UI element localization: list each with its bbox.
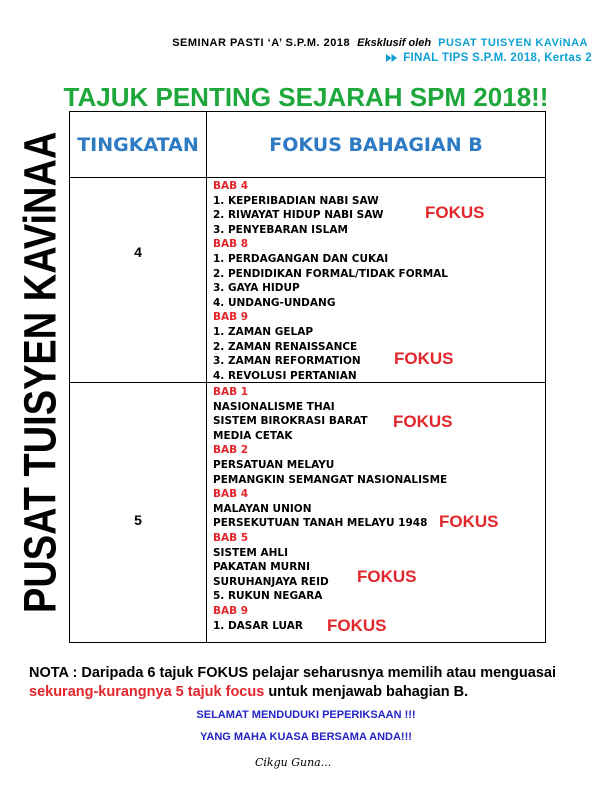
topic-item: 2. ZAMAN RENAISSANCE [213,340,358,353]
note-line-2-rest: untuk menjawab bahagian B. [268,684,469,700]
level-cell [70,383,207,642]
topic-item: 1. KEPERIBADIAN NABI SAW [213,194,379,207]
chapter-label: BAB 9 [213,604,249,617]
level-number: 5 [134,512,142,528]
note-line-2 [29,683,556,702]
topic-item: PAKATAN MURNI [213,561,310,574]
note-paragraph [29,664,556,702]
topic-item: 4. REVOLUSI PERTANIAN [213,369,357,382]
topic-item: 5. RUKUN NEGARA [213,590,323,603]
topics-cell [207,178,545,383]
level-number: 4 [134,244,142,260]
page-title: TAJUK PENTING SEJARAH SPM 2018!! [63,82,549,112]
exclusive-by-label: Eksklusif oleh [357,37,432,49]
topics-cell [207,383,545,642]
chapter-label: BAB 8 [213,238,249,251]
level-cell [70,178,207,383]
topic-item: 2. PENDIDIKAN FORMAL/TIDAK FORMAL [213,267,448,280]
topic-item: MEDIA CETAK [213,429,293,442]
topic-item: SISTEM AHLI [213,546,288,559]
focus-tag: FOKUS [327,616,387,636]
focus-tag: FOKUS [393,412,453,431]
final-tips-label: FINAL TIPS S.P.M. 2018, Kertas 2 [403,52,592,64]
header-focus: FOKUS BAHAGIAN B [207,112,545,178]
topic-item: PERSATUAN MELAYU [213,458,335,471]
chapter-group [213,385,545,443]
final-tips-line [386,51,592,65]
seminar-title: SEMINAR PASTI ‘A’ S.P.M. 2018 [172,37,351,49]
focus-tag: FOKUS [357,566,417,586]
topic-item: PERSEKUTUAN TANAH MELAYU 1948 FOKUS [213,512,499,532]
chapter-group [213,443,545,487]
topic-item: MALAYAN UNION [213,502,312,515]
topic-item: PEMANGKIN SEMANGAT NASIONALISME [213,473,448,486]
header-level: TINGKATAN [70,112,207,178]
chapter-group [213,310,545,383]
chapter-group [213,604,545,636]
chapter-label: BAB 4 [213,488,249,501]
chapter-group [213,237,545,310]
focus-tag: FOKUS [425,203,485,222]
focus-tag: FOKUS [394,348,454,368]
focus-table [69,111,546,643]
chapter-group [213,531,545,604]
topic-item: 4. UNDANG-UNDANG [213,296,336,309]
chapter-label: BAB 1 [213,386,249,398]
topic-item: 2. RIWAYAT HIDUP NABI SAW FOKUS [213,203,485,222]
closing-line-2: YANG MAHA KUASA BERSAMA ANDA!!! [200,731,412,743]
topic-item: SISTEM BIROKRASI BARAT FOKUS [213,412,453,431]
topic-item: NASIONALISME THAI [213,400,335,413]
topic-item: 3. PENYEBARAN ISLAM [213,223,348,236]
closing-line-1: SELAMAT MENDUDUKI PEPERIKSAAN !!! [196,709,416,721]
chapter-group [213,179,545,237]
note-line-1: NOTA : Daripada 6 tajuk FOKUS pelajar seharusnya memilih atau menguasai [29,665,556,681]
brand-name: PUSAT TUISYEN KAViNAA [438,37,588,49]
chapter-label: BAB 2 [213,444,249,457]
topic-item: 1. DASAR LUAR FOKUS [213,616,387,636]
seminar-header [172,36,588,50]
topic-item: 1. PERDAGANGAN DAN CUKAI [213,252,389,265]
side-banner: PUSAT TUISYEN KAViNAA [15,131,67,613]
chapter-label: BAB 4 [213,180,249,192]
chapter-label: BAB 5 [213,531,249,544]
focus-tag: FOKUS [439,512,499,532]
topic-item: 1. ZAMAN GELAP [213,325,314,338]
topic-item: SURUHANJAYA REID FOKUS [213,566,417,588]
note-highlight: sekurang-kurangnya 5 tajuk focus [29,684,265,700]
chapter-group [213,487,545,531]
chapter-label: BAB 9 [213,311,249,324]
topic-item: 3. ZAMAN REFORMATION FOKUS [213,348,454,368]
fast-forward-icon [386,54,397,62]
topic-item: 3. GAYA HIDUP [213,282,300,295]
signature: Cikgu Guna... [255,756,332,769]
